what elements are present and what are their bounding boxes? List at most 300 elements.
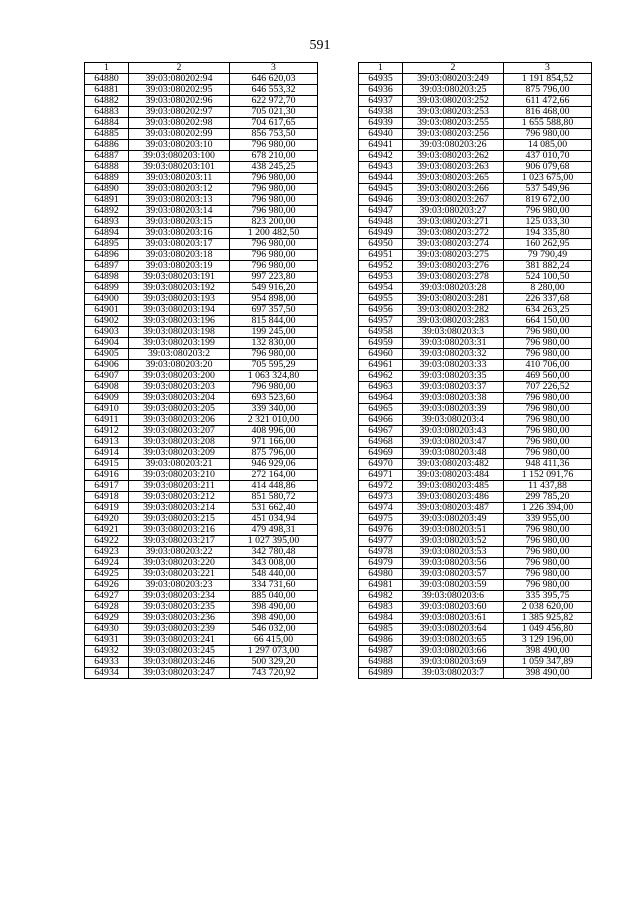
value-cell: 815 844,00: [230, 316, 318, 327]
table-row: [359, 151, 592, 162]
table-row: [359, 184, 592, 195]
cadastral-number-cell: 39:03:080203:14: [129, 206, 230, 217]
row-number-cell: 64892: [85, 206, 129, 217]
value-cell: 954 898,00: [230, 294, 318, 305]
value-cell: 226 337,68: [504, 294, 592, 305]
table-row: [359, 360, 592, 371]
value-cell: 79 790,49: [504, 250, 592, 261]
value-cell: 1 200 482,50: [230, 228, 318, 239]
cadastral-number-cell: 39:03:080203:6: [403, 591, 504, 602]
cadastral-number-cell: 39:03:080203:211: [129, 481, 230, 492]
table-row: [359, 195, 592, 206]
row-number-cell: 64893: [85, 217, 129, 228]
table-row: [85, 393, 318, 404]
cadastral-number-cell: 39:03:080203:13: [129, 195, 230, 206]
table-row: [359, 591, 592, 602]
cadastral-number-cell: 39:03:080203:4: [403, 415, 504, 426]
table-row: [85, 250, 318, 261]
cadastral-number-cell: 39:03:080203:486: [403, 492, 504, 503]
value-cell: 796 980,00: [230, 140, 318, 151]
row-number-cell: 64898: [85, 272, 129, 283]
cadastral-number-cell: 39:03:080203:252: [403, 96, 504, 107]
row-number-cell: 64961: [359, 360, 403, 371]
row-number-cell: 64901: [85, 305, 129, 316]
cadastral-number-cell: 39:03:080203:247: [129, 668, 230, 679]
value-cell: 66 415,00: [230, 635, 318, 646]
cadastral-number-cell: 39:03:080203:51: [403, 525, 504, 536]
cadastral-number-cell: 39:03:080203:267: [403, 195, 504, 206]
cadastral-number-cell: 39:03:080203:7: [403, 668, 504, 679]
table-row: [85, 184, 318, 195]
row-number-cell: 64986: [359, 635, 403, 646]
row-number-cell: 64897: [85, 261, 129, 272]
table-row: [359, 393, 592, 404]
cadastral-number-cell: 39:03:080203:64: [403, 624, 504, 635]
row-number-cell: 64956: [359, 305, 403, 316]
row-number-cell: 64906: [85, 360, 129, 371]
right-table: [358, 62, 592, 679]
value-cell: 948 411,36: [504, 459, 592, 470]
row-number-cell: 64965: [359, 404, 403, 415]
row-number-cell: 64973: [359, 492, 403, 503]
column-header-3: 3: [504, 63, 592, 74]
value-cell: 796 980,00: [230, 261, 318, 272]
table-row: [359, 294, 592, 305]
cadastral-number-cell: 39:03:080203:192: [129, 283, 230, 294]
row-number-cell: 64941: [359, 140, 403, 151]
header-row: [359, 63, 592, 74]
row-number-cell: 64938: [359, 107, 403, 118]
cadastral-number-cell: 39:03:080203:193: [129, 294, 230, 305]
value-cell: 1 297 073,00: [230, 646, 318, 657]
cadastral-number-cell: 39:03:080203:206: [129, 415, 230, 426]
row-number-cell: 64942: [359, 151, 403, 162]
value-cell: 707 226,52: [504, 382, 592, 393]
value-cell: 796 980,00: [230, 382, 318, 393]
table-row: [359, 437, 592, 448]
row-number-cell: 64880: [85, 74, 129, 85]
table-row: [85, 173, 318, 184]
row-number-cell: 64907: [85, 371, 129, 382]
row-number-cell: 64885: [85, 129, 129, 140]
value-cell: 1 063 324,80: [230, 371, 318, 382]
row-number-cell: 64918: [85, 492, 129, 503]
table-row: [85, 305, 318, 316]
table-row: [359, 250, 592, 261]
table-row: [359, 85, 592, 96]
table-row: [85, 547, 318, 558]
row-number-cell: 64984: [359, 613, 403, 624]
row-number-cell: 64970: [359, 459, 403, 470]
row-number-cell: 64883: [85, 107, 129, 118]
table-row: [359, 239, 592, 250]
table-row: [359, 349, 592, 360]
row-number-cell: 64908: [85, 382, 129, 393]
value-cell: 796 980,00: [230, 206, 318, 217]
row-number-cell: 64974: [359, 503, 403, 514]
cadastral-number-cell: 39:03:080203:37: [403, 382, 504, 393]
value-cell: 697 357,50: [230, 305, 318, 316]
cadastral-number-cell: 39:03:080203:49: [403, 514, 504, 525]
cadastral-number-cell: 39:03:080203:194: [129, 305, 230, 316]
cadastral-number-cell: 39:03:080203:207: [129, 426, 230, 437]
value-cell: 414 448,86: [230, 481, 318, 492]
row-number-cell: 64944: [359, 173, 403, 184]
table-row: [85, 228, 318, 239]
cadastral-number-cell: 39:03:080203:23: [129, 580, 230, 591]
table-row: [85, 338, 318, 349]
cadastral-number-cell: 39:03:080203:19: [129, 261, 230, 272]
row-number-cell: 64896: [85, 250, 129, 261]
value-cell: 160 262,95: [504, 239, 592, 250]
row-number-cell: 64983: [359, 602, 403, 613]
value-cell: 548 440,00: [230, 569, 318, 580]
cadastral-number-cell: 39:03:080203:271: [403, 217, 504, 228]
table-row: [359, 646, 592, 657]
row-number-cell: 64952: [359, 261, 403, 272]
cadastral-number-cell: 39:03:080203:11: [129, 173, 230, 184]
table-row: [85, 349, 318, 360]
value-cell: 796 980,00: [504, 580, 592, 591]
table-row: [359, 107, 592, 118]
row-number-cell: 64888: [85, 162, 129, 173]
table-row: [85, 371, 318, 382]
table-row: [85, 503, 318, 514]
cadastral-number-cell: 39:03:080203:32: [403, 349, 504, 360]
value-cell: 646 620,03: [230, 74, 318, 85]
table-row: [359, 448, 592, 459]
table-row: [359, 316, 592, 327]
row-number-cell: 64916: [85, 470, 129, 481]
cadastral-number-cell: 39:03:080203:263: [403, 162, 504, 173]
cadastral-number-cell: 39:03:080203:249: [403, 74, 504, 85]
table-row: [85, 261, 318, 272]
cadastral-number-cell: 39:03:080203:199: [129, 338, 230, 349]
cadastral-number-cell: 39:03:080203:216: [129, 525, 230, 536]
row-number-cell: 64988: [359, 657, 403, 668]
value-cell: 343 008,00: [230, 558, 318, 569]
row-number-cell: 64969: [359, 448, 403, 459]
table-row: [359, 129, 592, 140]
value-cell: 537 549,96: [504, 184, 592, 195]
header-row: [85, 63, 318, 74]
row-number-cell: 64960: [359, 349, 403, 360]
table-row: [85, 360, 318, 371]
value-cell: 611 472,66: [504, 96, 592, 107]
table-row: [85, 580, 318, 591]
table-row: [359, 426, 592, 437]
cadastral-number-cell: 39:03:080203:12: [129, 184, 230, 195]
cadastral-number-cell: 39:03:080203:200: [129, 371, 230, 382]
row-number-cell: 64935: [359, 74, 403, 85]
value-cell: 125 033,30: [504, 217, 592, 228]
cadastral-number-cell: 39:03:080203:3: [403, 327, 504, 338]
row-number-cell: 64894: [85, 228, 129, 239]
cadastral-number-cell: 39:03:080203:198: [129, 327, 230, 338]
value-cell: 796 980,00: [230, 349, 318, 360]
row-number-cell: 64926: [85, 580, 129, 591]
row-number-cell: 64967: [359, 426, 403, 437]
table-row: [359, 338, 592, 349]
cadastral-number-cell: 39:03:080203:35: [403, 371, 504, 382]
row-number-cell: 64890: [85, 184, 129, 195]
value-cell: 381 882,24: [504, 261, 592, 272]
table-row: [85, 525, 318, 536]
row-number-cell: 64948: [359, 217, 403, 228]
cadastral-number-cell: 39:03:080203:278: [403, 272, 504, 283]
table-row: [359, 371, 592, 382]
row-number-cell: 64912: [85, 426, 129, 437]
value-cell: 704 617,65: [230, 118, 318, 129]
column-header-1: 1: [359, 63, 403, 74]
value-cell: 622 972,70: [230, 96, 318, 107]
cadastral-number-cell: 39:03:080203:33: [403, 360, 504, 371]
table-row: [85, 657, 318, 668]
table-row: [359, 327, 592, 338]
row-number-cell: 64895: [85, 239, 129, 250]
value-cell: 796 980,00: [504, 338, 592, 349]
value-cell: 946 929,06: [230, 459, 318, 470]
cadastral-number-cell: 39:03:080203:31: [403, 338, 504, 349]
row-number-cell: 64958: [359, 327, 403, 338]
value-cell: 469 560,00: [504, 371, 592, 382]
value-cell: 796 980,00: [230, 184, 318, 195]
value-cell: 408 996,00: [230, 426, 318, 437]
table-row: [359, 492, 592, 503]
table-row: [85, 448, 318, 459]
row-number-cell: 64947: [359, 206, 403, 217]
value-cell: 796 980,00: [230, 195, 318, 206]
row-number-cell: 64904: [85, 338, 129, 349]
cadastral-number-cell: 39:03:080203:28: [403, 283, 504, 294]
row-number-cell: 64915: [85, 459, 129, 470]
row-number-cell: 64966: [359, 415, 403, 426]
column-header-2: 2: [129, 63, 230, 74]
table-row: [359, 459, 592, 470]
value-cell: 693 523,60: [230, 393, 318, 404]
row-number-cell: 64953: [359, 272, 403, 283]
value-cell: 796 980,00: [504, 129, 592, 140]
row-number-cell: 64981: [359, 580, 403, 591]
cadastral-number-cell: 39:03:080203:209: [129, 448, 230, 459]
cadastral-number-cell: 39:03:080203:191: [129, 272, 230, 283]
column-header-3: 3: [230, 63, 318, 74]
row-number-cell: 64987: [359, 646, 403, 657]
row-number-cell: 64933: [85, 657, 129, 668]
cadastral-number-cell: 39:03:080203:39: [403, 404, 504, 415]
row-number-cell: 64951: [359, 250, 403, 261]
cadastral-number-cell: 39:03:080202:96: [129, 96, 230, 107]
row-number-cell: 64957: [359, 316, 403, 327]
cadastral-number-cell: 39:03:080203:22: [129, 547, 230, 558]
row-number-cell: 64886: [85, 140, 129, 151]
table-row: [85, 239, 318, 250]
value-cell: 796 980,00: [504, 536, 592, 547]
table-row: [85, 569, 318, 580]
row-number-cell: 64971: [359, 470, 403, 481]
cadastral-number-cell: 39:03:080203:221: [129, 569, 230, 580]
cadastral-number-cell: 39:03:080203:282: [403, 305, 504, 316]
table-row: [359, 558, 592, 569]
value-cell: 339 955,00: [504, 514, 592, 525]
table-row: [85, 558, 318, 569]
table-row: [85, 382, 318, 393]
table-row: [85, 107, 318, 118]
table-row: [359, 624, 592, 635]
row-number-cell: 64955: [359, 294, 403, 305]
cadastral-number-cell: 39:03:080203:101: [129, 162, 230, 173]
table-row: [359, 613, 592, 624]
row-number-cell: 64932: [85, 646, 129, 657]
cadastral-number-cell: 39:03:080203:100: [129, 151, 230, 162]
table-row: [85, 74, 318, 85]
value-cell: 1 049 456,80: [504, 624, 592, 635]
table-row: [359, 404, 592, 415]
cadastral-number-cell: 39:03:080203:266: [403, 184, 504, 195]
table-row: [85, 294, 318, 305]
cadastral-number-cell: 39:03:080203:25: [403, 85, 504, 96]
table-row: [359, 525, 592, 536]
table-row: [359, 74, 592, 85]
row-number-cell: 64884: [85, 118, 129, 129]
value-cell: 664 150,00: [504, 316, 592, 327]
value-cell: 132 830,00: [230, 338, 318, 349]
cadastral-number-cell: 39:03:080203:245: [129, 646, 230, 657]
row-number-cell: 64919: [85, 503, 129, 514]
cadastral-number-cell: 39:03:080203:212: [129, 492, 230, 503]
value-cell: 796 980,00: [504, 415, 592, 426]
value-cell: 796 980,00: [230, 239, 318, 250]
table-row: [85, 118, 318, 129]
row-number-cell: 64887: [85, 151, 129, 162]
cadastral-number-cell: 39:03:080203:21: [129, 459, 230, 470]
value-cell: 8 280,00: [504, 283, 592, 294]
value-cell: 823 200,00: [230, 217, 318, 228]
row-number-cell: 64913: [85, 437, 129, 448]
row-number-cell: 64950: [359, 239, 403, 250]
table-row: [85, 470, 318, 481]
table-row: [359, 382, 592, 393]
row-number-cell: 64920: [85, 514, 129, 525]
table-row: [85, 591, 318, 602]
table-row: [85, 151, 318, 162]
row-number-cell: 64909: [85, 393, 129, 404]
row-number-cell: 64889: [85, 173, 129, 184]
value-cell: 1 226 394,00: [504, 503, 592, 514]
value-cell: 299 785,20: [504, 492, 592, 503]
cadastral-number-cell: 39:03:080202:99: [129, 129, 230, 140]
cadastral-number-cell: 39:03:080202:98: [129, 118, 230, 129]
row-number-cell: 64928: [85, 602, 129, 613]
row-number-cell: 64902: [85, 316, 129, 327]
column-header-2: 2: [403, 63, 504, 74]
table-row: [359, 580, 592, 591]
cadastral-number-cell: 39:03:080203:253: [403, 107, 504, 118]
cadastral-number-cell: 39:03:080203:215: [129, 514, 230, 525]
cadastral-number-cell: 39:03:080203:17: [129, 239, 230, 250]
value-cell: 1 152 091,76: [504, 470, 592, 481]
row-number-cell: 64914: [85, 448, 129, 459]
table-row: [85, 624, 318, 635]
table-row: [85, 492, 318, 503]
cadastral-number-cell: 39:03:080203:18: [129, 250, 230, 261]
cadastral-number-cell: 39:03:080203:69: [403, 657, 504, 668]
table-row: [85, 85, 318, 96]
cadastral-number-cell: 39:03:080202:94: [129, 74, 230, 85]
table-row: [85, 635, 318, 646]
value-cell: 194 335,80: [504, 228, 592, 239]
table-row: [85, 536, 318, 547]
cadastral-number-cell: 39:03:080203:484: [403, 470, 504, 481]
cadastral-number-cell: 39:03:080203:16: [129, 228, 230, 239]
value-cell: 971 166,00: [230, 437, 318, 448]
value-cell: 796 980,00: [504, 525, 592, 536]
cadastral-number-cell: 39:03:080203:53: [403, 547, 504, 558]
value-cell: 1 191 854,52: [504, 74, 592, 85]
cadastral-number-cell: 39:03:080202:97: [129, 107, 230, 118]
row-number-cell: 64982: [359, 591, 403, 602]
table-row: [359, 272, 592, 283]
value-cell: 646 553,32: [230, 85, 318, 96]
value-cell: 339 340,00: [230, 404, 318, 415]
table-row: [359, 118, 592, 129]
table-row: [359, 514, 592, 525]
table-row: [359, 173, 592, 184]
table-row: [85, 602, 318, 613]
row-number-cell: 64903: [85, 327, 129, 338]
cadastral-number-cell: 39:03:080203:26: [403, 140, 504, 151]
table-row: [85, 195, 318, 206]
cadastral-number-cell: 39:03:080203:60: [403, 602, 504, 613]
value-cell: 634 263,25: [504, 305, 592, 316]
column-header-1: 1: [85, 63, 129, 74]
table-row: [359, 305, 592, 316]
row-number-cell: 64977: [359, 536, 403, 547]
value-cell: 334 731,60: [230, 580, 318, 591]
value-cell: 796 980,00: [504, 437, 592, 448]
value-cell: 796 980,00: [504, 426, 592, 437]
value-cell: 997 223,80: [230, 272, 318, 283]
cadastral-number-cell: 39:03:080203:234: [129, 591, 230, 602]
table-row: [359, 470, 592, 481]
row-number-cell: 64972: [359, 481, 403, 492]
cadastral-number-cell: 39:03:080203:265: [403, 173, 504, 184]
value-cell: 796 980,00: [230, 250, 318, 261]
value-cell: 796 980,00: [504, 558, 592, 569]
row-number-cell: 64921: [85, 525, 129, 536]
value-cell: 3 129 196,00: [504, 635, 592, 646]
value-cell: 796 980,00: [504, 547, 592, 558]
cadastral-number-cell: 39:03:080203:255: [403, 118, 504, 129]
row-number-cell: 64936: [359, 85, 403, 96]
row-number-cell: 64975: [359, 514, 403, 525]
value-cell: 1 027 395,00: [230, 536, 318, 547]
row-number-cell: 64943: [359, 162, 403, 173]
row-number-cell: 64924: [85, 558, 129, 569]
value-cell: 906 079,68: [504, 162, 592, 173]
table-row: [85, 140, 318, 151]
cadastral-number-cell: 39:03:080203:66: [403, 646, 504, 657]
cadastral-number-cell: 39:03:080203:27: [403, 206, 504, 217]
cadastral-number-cell: 39:03:080203:59: [403, 580, 504, 591]
table-row: [359, 217, 592, 228]
value-cell: 398 490,00: [230, 613, 318, 624]
value-cell: 796 980,00: [504, 349, 592, 360]
row-number-cell: 64925: [85, 569, 129, 580]
table-row: [85, 437, 318, 448]
value-cell: 272 164,00: [230, 470, 318, 481]
table-row: [359, 547, 592, 558]
